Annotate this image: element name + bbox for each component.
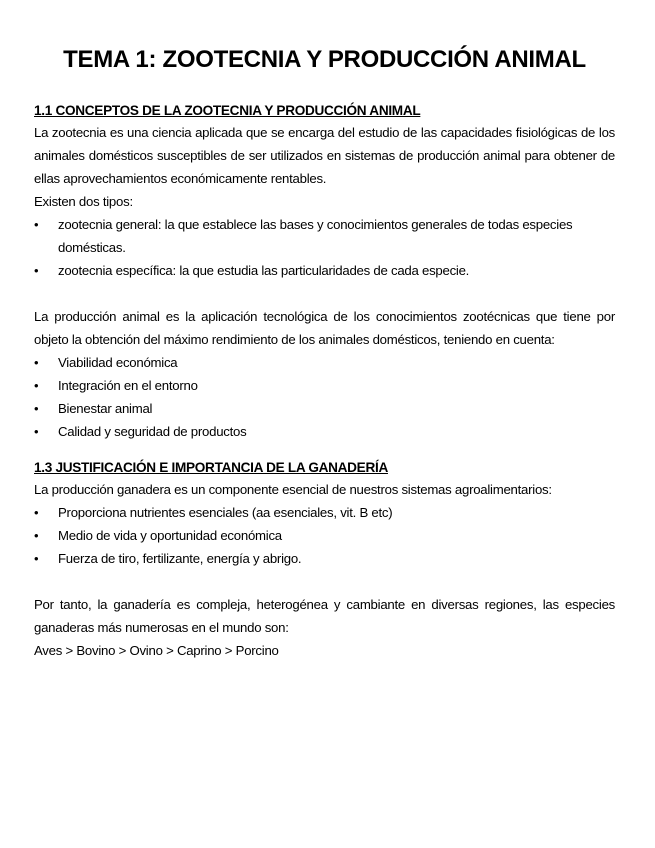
list-item-text: Viabilidad económica [58,355,178,370]
list-item-text: zootecnia específica: la que estudia las particularidades de cada especie. [58,263,470,278]
list-item-text: Medio de vida y oportunidad económica [58,528,282,543]
list-item [34,397,615,420]
bullet-icon: • [34,378,39,393]
list-item-text: Integración en el entorno [58,378,198,393]
bullet-icon: • [34,355,39,370]
paragraph-types-intro: Existen dos tipos: [34,194,133,209]
bullet-icon: • [34,424,39,439]
bullet-icon: • [34,505,39,520]
list-item-text: Calidad y seguridad de productos [58,424,247,439]
list-item [34,501,615,524]
list-item-text: zootecnia general: la que establece las bases y conocimientos generales de todas especies domésticas. [58,217,573,255]
list-item-text: Fuerza de tiro, fertilizante, energía y abrigo. [58,551,302,566]
paragraph-zootecnia-definition: La zootecnia es una ciencia aplicada que se encarga del estudio de las capacidades fisiológicas de los animales domésticos susceptibles de ser utilizados en sistemas de producción animal para obtener de ellas aprovechamientos económicamente rentables. [34,125,615,186]
paragraph-ganaderia-intro: La producción ganadera es un componente esencial de nuestros sistemas agroalimentarios: [34,482,552,497]
list-item [34,213,615,259]
bullet-icon: • [34,528,39,543]
ganaderia-points-list [34,501,615,570]
bullet-icon: • [34,263,39,278]
list-item [34,259,615,282]
list-item [34,420,615,443]
section-heading-justificacion: 1.3 JUSTIFICACIÓN E IMPORTANCIA DE LA GANADERÍA [34,460,388,475]
list-item [34,374,615,397]
bullet-icon: • [34,217,39,232]
list-item [34,547,615,570]
section-heading-conceptos: 1.1 CONCEPTOS DE LA ZOOTECNIA Y PRODUCCIÓN ANIMAL [34,103,421,118]
production-points-list [34,351,615,443]
list-item-text: Bienestar animal [58,401,153,416]
list-item [34,524,615,547]
species-ranking: Aves > Bovino > Ovino > Caprino > Porcino [34,643,279,658]
bullet-icon: • [34,551,39,566]
list-item [34,351,615,374]
document-title: TEMA 1: ZOOTECNIA Y PRODUCCIÓN ANIMAL [63,46,586,73]
paragraph-production-definition: La producción animal es la aplicación tecnológica de los conocimientos zootécnicas que tiene por objeto la obtención del máximo rendimiento de los animales domésticos, teniendo en cuenta: [34,309,615,347]
paragraph-conclusion: Por tanto, la ganadería es compleja, heterogénea y cambiante en diversas regiones, las especies ganaderas más numerosas en el mundo son: [34,597,615,635]
types-list [34,213,615,282]
bullet-icon: • [34,401,39,416]
list-item-text: Proporciona nutrientes esenciales (aa esenciales, vit. B etc) [58,505,393,520]
